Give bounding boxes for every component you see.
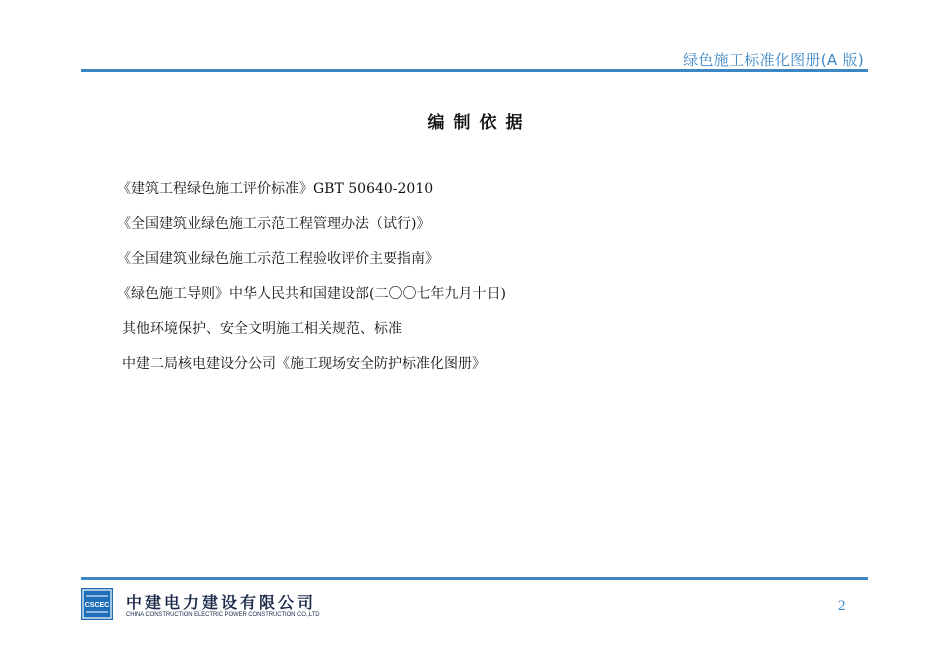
reference-item: 《绿色施工导则》中华人民共和国建设部(二〇〇七年九月十日) xyxy=(117,286,506,302)
reference-item: 《全国建筑业绿色施工示范工程验收评价主要指南》 xyxy=(117,251,439,267)
reference-item: 其他环境保护、安全文明施工相关规范、标准 xyxy=(122,321,402,337)
svg-text:CSCEC: CSCEC xyxy=(84,602,110,609)
header-divider xyxy=(81,69,868,72)
reference-item: 《建筑工程绿色施工评价标准》GBT 50640-2010 xyxy=(117,181,434,197)
page-number: 2 xyxy=(838,598,846,614)
reference-item: 《全国建筑业绿色施工示范工程管理办法（试行)》 xyxy=(117,216,431,232)
header-title: 绿色施工标准化图册(A 版) xyxy=(683,51,864,69)
reference-list xyxy=(117,178,506,388)
cscec-logo-icon xyxy=(81,588,113,620)
company-name-en: CHINA CONSTRUCTION ELECTRIC POWER CONSTRUCTION CO.,LTD xyxy=(126,612,320,618)
footer-divider xyxy=(81,577,868,580)
company-name-cn: 中建电力建设有限公司 xyxy=(126,593,317,612)
reference-item: 中建二局核电建设分公司《施工现场安全防护标准化图册》 xyxy=(122,356,486,372)
page-title: 编制依据 xyxy=(427,113,532,133)
